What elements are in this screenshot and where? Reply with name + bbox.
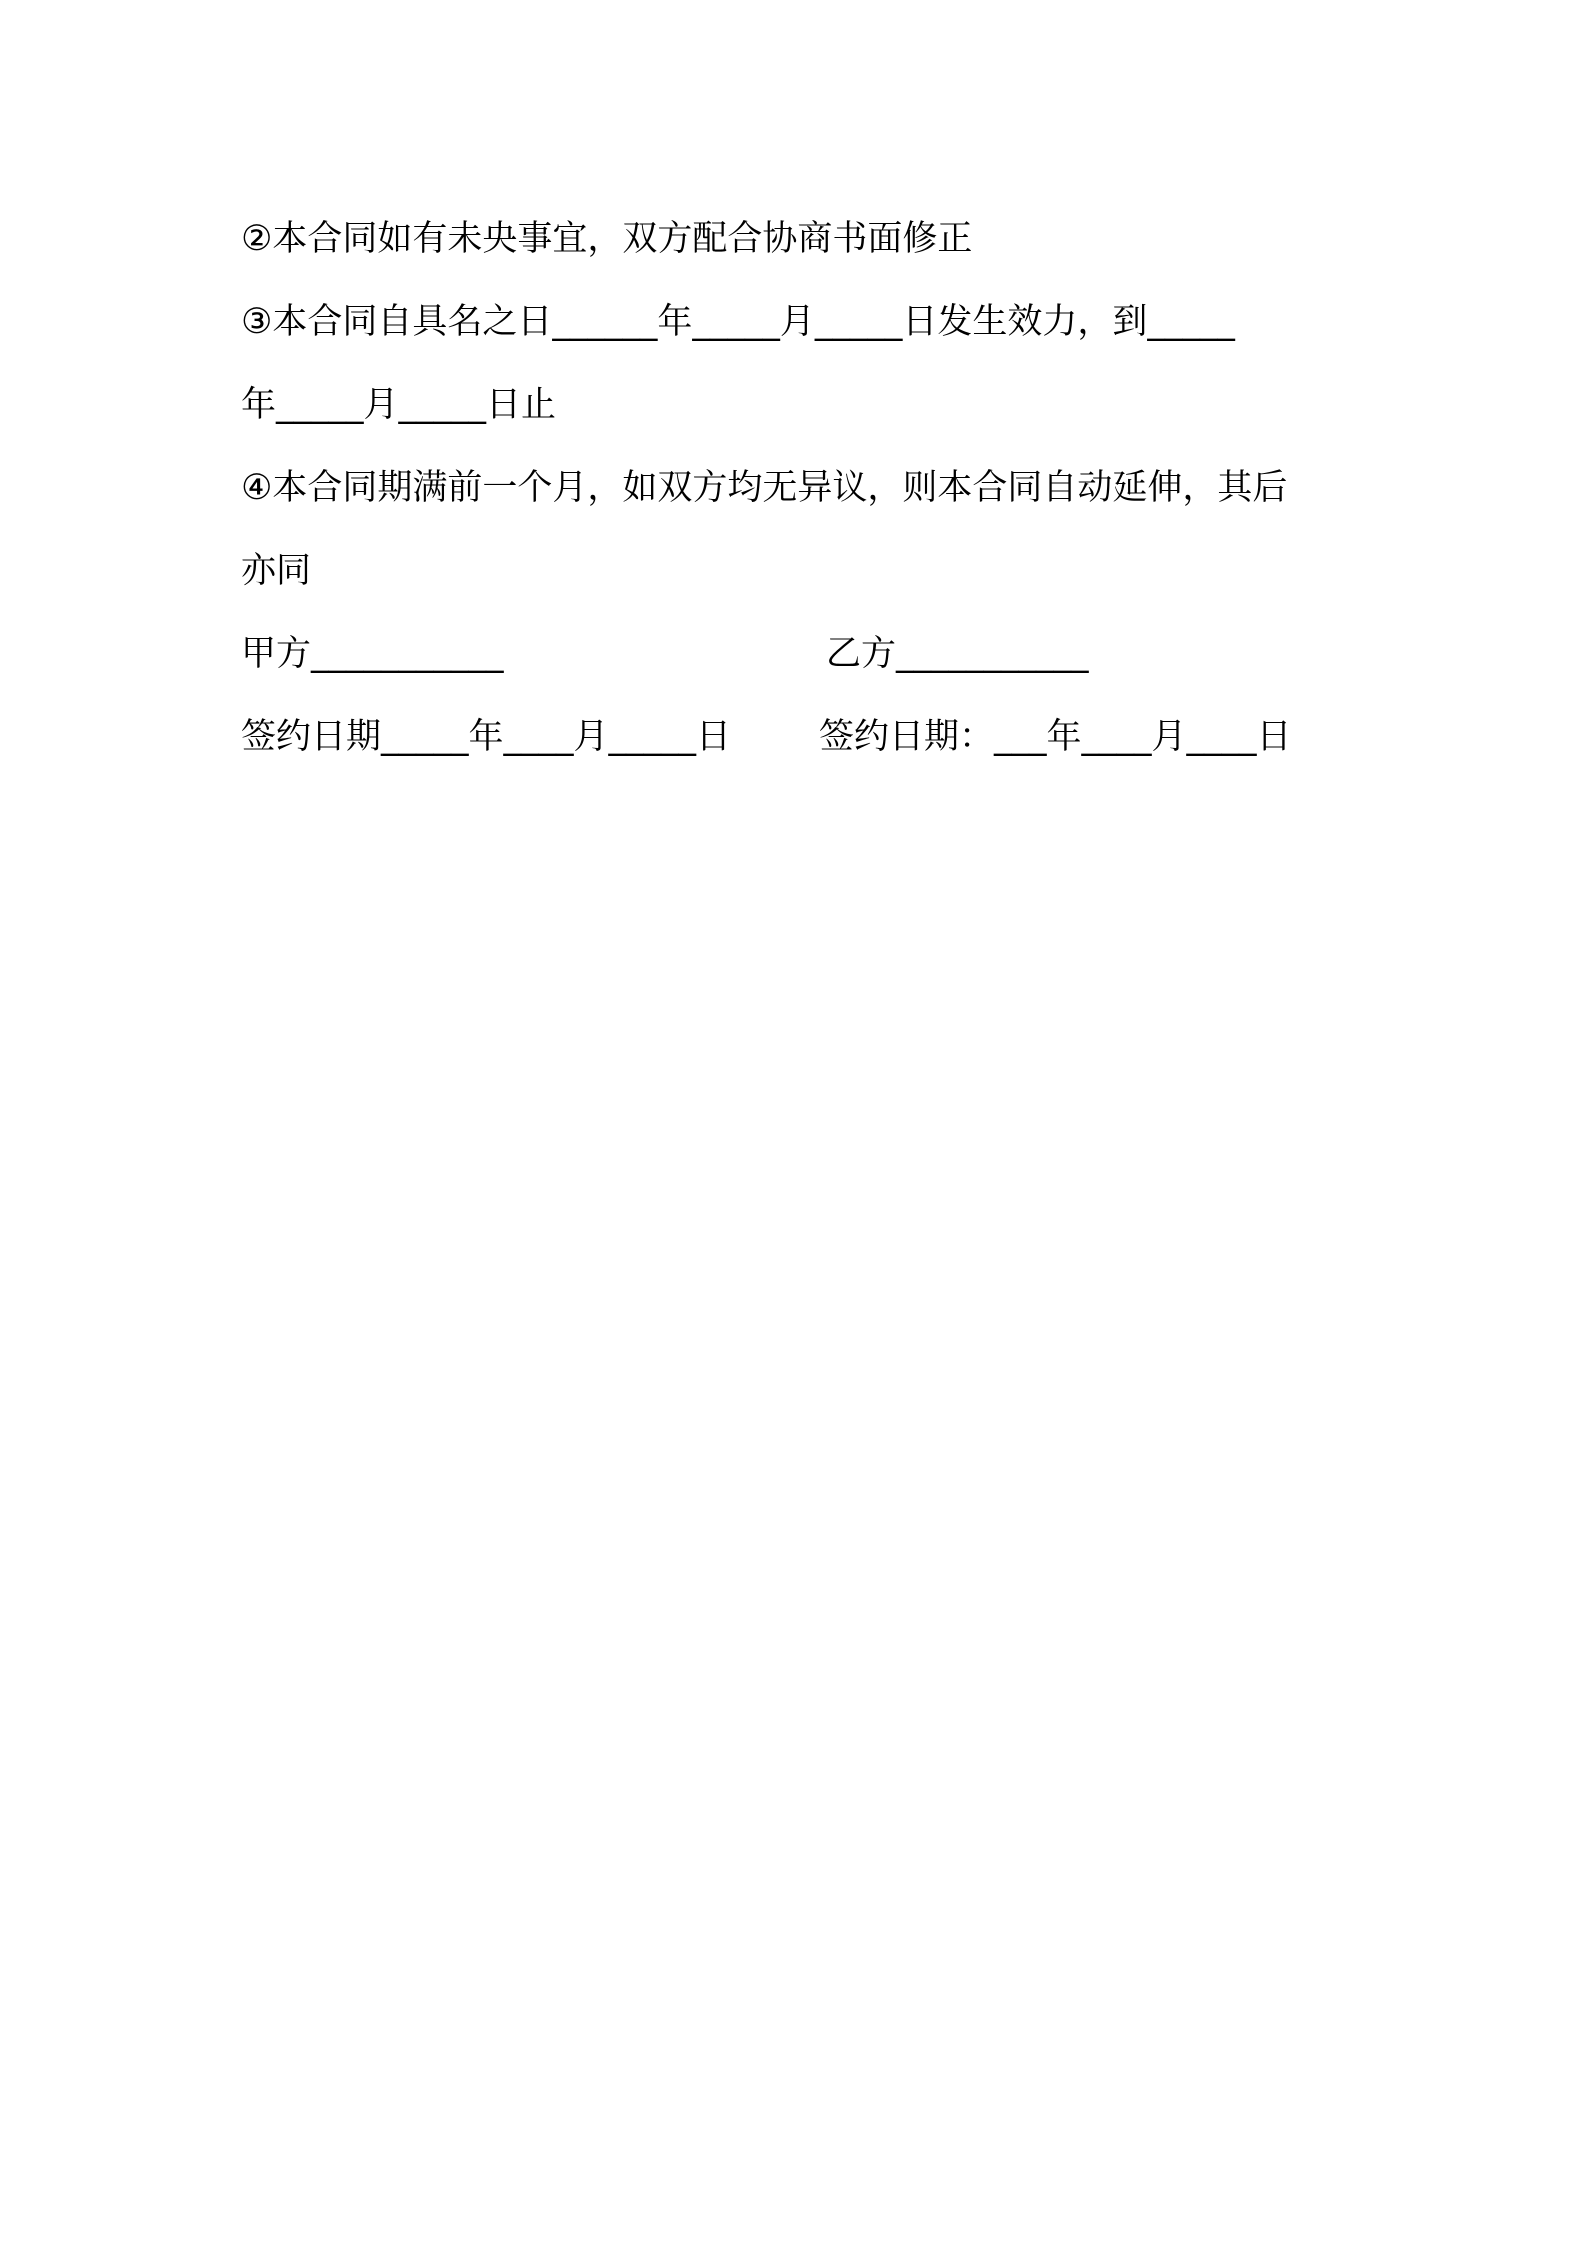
party-b-signing-date: 签约日期：___年____月____日 <box>819 717 1292 757</box>
party-a-signing-date: 签约日期_____年____月_____日 <box>241 717 732 757</box>
party-b-signature: 乙方___________ <box>826 634 1089 674</box>
clause-2: ②本合同如有未央事宜，双方配合协商书面修正 <box>241 219 973 259</box>
clause-3: ③本合同自具名之日______年_____月_____日发生效力，到_____ <box>241 302 1235 342</box>
document-body <box>241 198 1361 779</box>
signing-date-row <box>241 696 1361 779</box>
clause-4-continued: 亦同 <box>241 551 312 591</box>
clause-3-continued: 年_____月_____日止 <box>241 385 557 425</box>
party-a-signature: 甲方___________ <box>241 634 504 674</box>
clause-4: ④本合同期满前一个月，如双方均无异议，则本合同自动延伸，其后 <box>241 468 1288 508</box>
signature-row <box>241 613 1361 696</box>
